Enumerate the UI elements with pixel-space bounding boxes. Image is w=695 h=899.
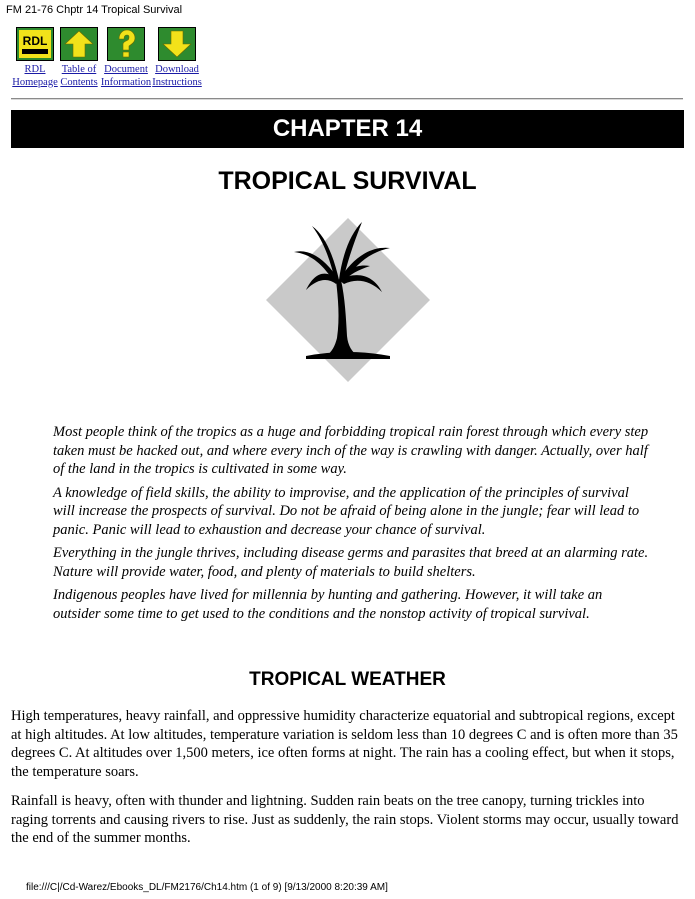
intro-paragraph: Most people think of the tropics as a huge and forbidding tropical rain forest through which every step taken must be hacked out, and where every inch of the way is crawling with danger. Actually, over half of the land in the tropics is cultivated in some way.	[53, 424, 649, 477]
nav-label-line2: Information	[100, 76, 152, 88]
horizontal-rule	[11, 98, 683, 100]
nav-label-line1: Download	[155, 64, 199, 75]
nav-table-of-contents[interactable]	[58, 27, 100, 89]
page-title: TROPICAL SURVIVAL	[218, 167, 477, 195]
intro-paragraph: A knowledge of field skills, the ability to improvise, and the application of the principles of survival will increase the prospects of survival. Do not be afraid of being alone in the jungle; fear will lead to panic. Panic will lead to exhaustion and decrease your chance of survival.	[53, 484, 640, 538]
rdl-logo-text: RDL	[22, 34, 48, 48]
nav-label-line2: Instructions	[152, 76, 202, 88]
nav-download-instructions[interactable]	[152, 27, 202, 89]
nav-label-line1: Table of	[61, 64, 97, 75]
body-paragraph: Rainfall is heavy, often with thunder and lightning. Sudden rain beats on the tree canopy, turning trickles into raging torrents and causing rivers to rise. Just as suddenly, the rain stops. Violent storms may occur, usually toward the end of the summer months.	[11, 793, 679, 846]
chapter-banner: CHAPTER 14	[11, 110, 684, 148]
nav-bar	[12, 27, 202, 89]
nav-label-line1: Document	[104, 64, 148, 75]
rdl-logo-icon	[16, 27, 54, 61]
page-footer: file:///C|/Cd-Warez/Ebooks_DL/FM2176/Ch14.htm (1 of 9) [9/13/2000 8:20:39 AM]	[26, 882, 388, 893]
nav-label-line1: RDL	[24, 64, 46, 75]
nav-rdl-homepage[interactable]	[12, 27, 58, 89]
section-body	[11, 707, 684, 859]
body-paragraph: High temperatures, heavy rainfall, and oppressive humidity characterize equatorial and subtropical regions, except at high altitudes. At low altitudes, temperature variation is seldom less than 10 degrees C and is often more than 35 degrees C. At altitudes over 1,500 meters, ice often forms at night. The rain has a cooling effect, but when it stops, the temperature soars.	[11, 708, 678, 780]
intro-paragraph: Indigenous peoples have lived for millennia by hunting and gathering. However, it will take an outsider some time to get used to the conditions and the nonstop activity of tropical survival.	[53, 587, 603, 622]
window-title: FM 21-76 Chptr 14 Tropical Survival	[6, 4, 183, 16]
palm-tree-icon	[266, 218, 430, 382]
nav-label-line2: Homepage	[12, 76, 58, 88]
nav-document-information[interactable]	[100, 27, 152, 89]
question-mark-icon	[107, 27, 145, 61]
intro-text	[53, 423, 653, 628]
down-arrow-icon	[158, 27, 196, 61]
up-arrow-icon	[60, 27, 98, 61]
intro-paragraph: Everything in the jungle thrives, including disease germs and parasites that breed at an alarming rate. Nature will provide water, food, and plenty of materials to build shelters.	[53, 545, 649, 580]
section-heading: TROPICAL WEATHER	[249, 669, 446, 690]
nav-label-line2: Contents	[60, 76, 98, 88]
